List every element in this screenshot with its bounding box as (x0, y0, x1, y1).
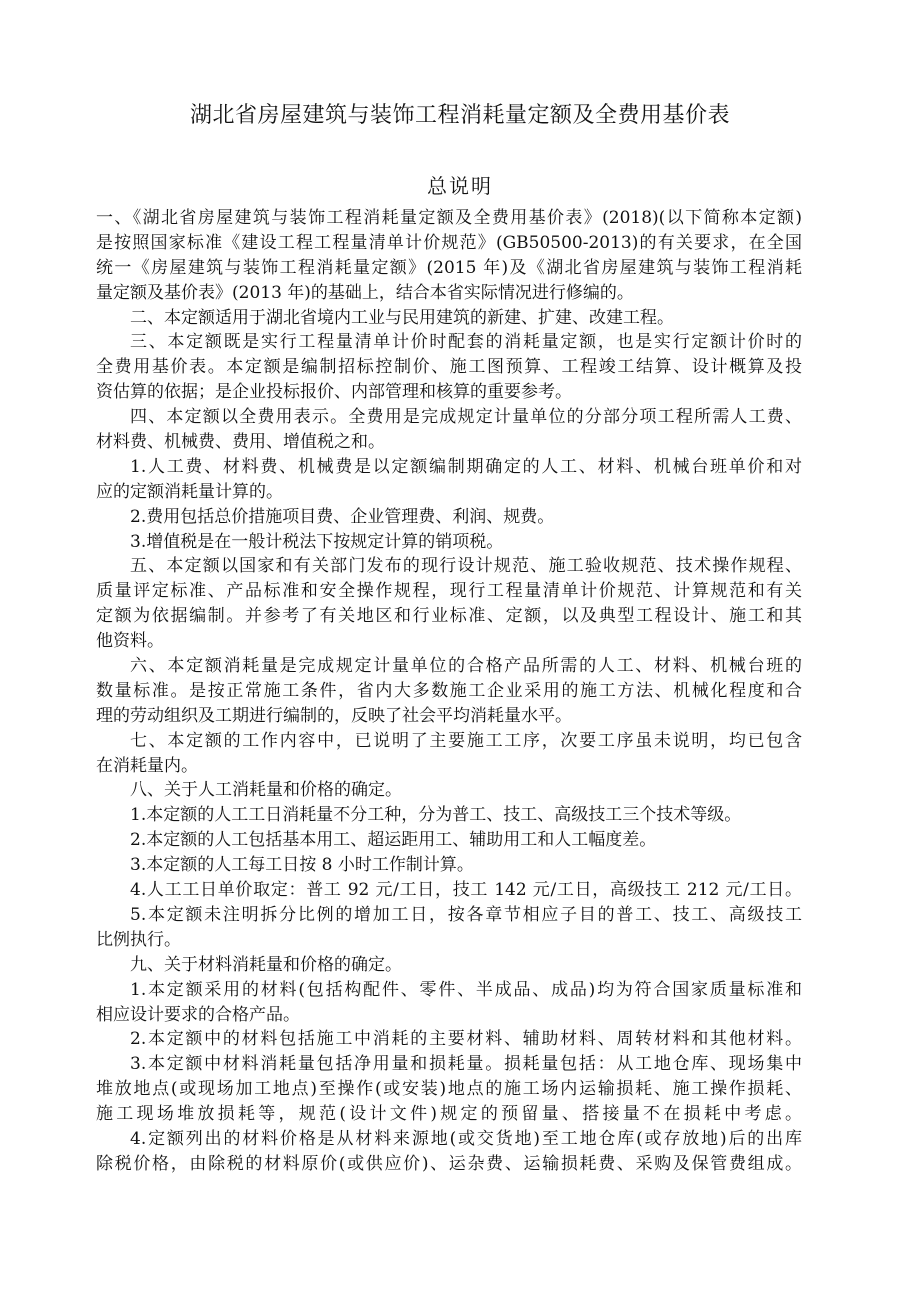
document-body (96, 206, 802, 1177)
text-line: 六、本定额消耗量是完成规定计量单位的合格产品所需的人工、材料、机械台班的 (130, 656, 802, 677)
text-line: 3.本定额的人工每工日按 8 小时工作制计算。 (130, 855, 474, 876)
text-line: 1.本定额采用的材料(包括构配件、零件、半成品、成品)均为符合国家质量标准和 (130, 979, 802, 1000)
text-line: 施工现场堆放损耗等，规范(设计文件)规定的预留量、搭接量不在损耗中考虑。 (96, 1104, 802, 1125)
text-line: 二、本定额适用于湖北省境内工业与民用建筑的新建、扩建、改建工程。 (130, 307, 674, 328)
text-line: 应的定额消耗量计算的。 (96, 481, 283, 502)
text-line: 1.人工费、材料费、机械费是以定额编制期确定的人工、材料、机械台班单价和对 (130, 456, 802, 477)
document-title: 湖北省房屋建筑与装饰工程消耗量定额及全费用基价表 (189, 103, 730, 128)
text-line: 材料费、机械费、费用、增值税之和。 (96, 432, 385, 453)
text-line: 资估算的依据；是企业投标报价、内部管理和核算的重要参考。 (96, 382, 572, 403)
text-line: 统一《房屋建筑与装饰工程消耗量定额》(2015 年)及《湖北省房屋建筑与装饰工程消耗 (96, 257, 802, 278)
text-line: 5.本定额未注明拆分比例的增加工日，按各章节相应子目的普工、技工、高级技工 (130, 904, 802, 925)
text-line: 量定额及基价表》(2013 年)的基础上，结合本省实际情况进行修编的。 (96, 282, 634, 303)
text-line: 理的劳动组织及工期进行编制的，反映了社会平均消耗量水平。 (96, 705, 572, 726)
text-line: 四、本定额以全费用表示。全费用是完成规定计量单位的分部分项工程所需人工费、 (130, 407, 802, 428)
text-line: 数量标准。是按正常施工条件，省内大多数施工企业采用的施工方法、机械化程度和合 (96, 680, 802, 701)
text-line: 一、《湖北省房屋建筑与装饰工程消耗量定额及全费用基价表》(2018)(以下简称本定额) (96, 208, 802, 228)
text-line: 除税价格，由除税的材料原价(或供应价)、运杂费、运输损耗费、采购及保管费组成。 (96, 1153, 802, 1174)
text-line: 七、本定额的工作内容中，已说明了主要施工工序，次要工序虽未说明，均已包含 (130, 730, 802, 751)
section-heading: 总说明 (427, 174, 493, 198)
text-line: 3.增值税是在一般计税法下按规定计算的销项税。 (130, 531, 504, 552)
text-line: 1.本定额的人工工日消耗量不分工种，分为普工、技工、高级技工三个技术等级。 (130, 805, 742, 826)
text-line: 2.费用包括总价措施项目费、企业管理费、利润、规费。 (130, 506, 555, 527)
text-line: 五、本定额以国家和有关部门发布的现行设计规范、施工验收规范、技术操作规程、 (130, 556, 802, 577)
text-line: 八、关于人工消耗量和价格的确定。 (130, 780, 402, 801)
text-line: 4.定额列出的材料价格是从材料来源地(或交货地)至工地仓库(或存放地)后的出库 (130, 1128, 802, 1149)
text-line: 在消耗量内。 (96, 755, 198, 776)
text-line: 定额为依据编制。并参考了有关地区和行业标准、定额，以及典型工程设计、施工和其 (96, 606, 802, 627)
text-line: 相应设计要求的合格产品。 (96, 1004, 300, 1025)
text-line: 3.本定额中材料消耗量包括净用量和损耗量。损耗量包括：从工地仓库、现场集中 (130, 1054, 802, 1075)
text-line: 堆放地点(或现场加工地点)至操作(或安装)地点的施工场内运输损耗、施工操作损耗、 (96, 1079, 802, 1100)
text-line: 九、关于材料消耗量和价格的确定。 (130, 954, 402, 975)
text-line: 质量评定标准、产品标准和安全操作规程，现行工程量清单计价规范、计算规范和有关 (96, 581, 802, 602)
text-line: 全费用基价表。本定额是编制招标控制价、施工图预算、工程竣工结算、设计概算及投 (96, 357, 802, 378)
text-line: 2.本定额中的材料包括施工中消耗的主要材料、辅助材料、周转材料和其他材料。 (130, 1029, 802, 1050)
text-line: 4.人工工日单价取定：普工 92 元/工日，技工 142 元/工日，高级技工 212 元/工日。 (130, 880, 802, 901)
text-line: 是按照国家标准《建设工程工程量清单计价规范》(GB50500-2013)的有关要求，在全国 (96, 232, 802, 253)
text-line: 2.本定额的人工包括基本用工、超运距用工、辅助用工和人工幅度差。 (130, 830, 657, 851)
text-line: 比例执行。 (96, 929, 181, 950)
text-line: 三、本定额既是实行工程量清单计价时配套的消耗量定额，也是实行定额计价时的 (130, 332, 802, 353)
text-line: 他资料。 (96, 631, 164, 652)
